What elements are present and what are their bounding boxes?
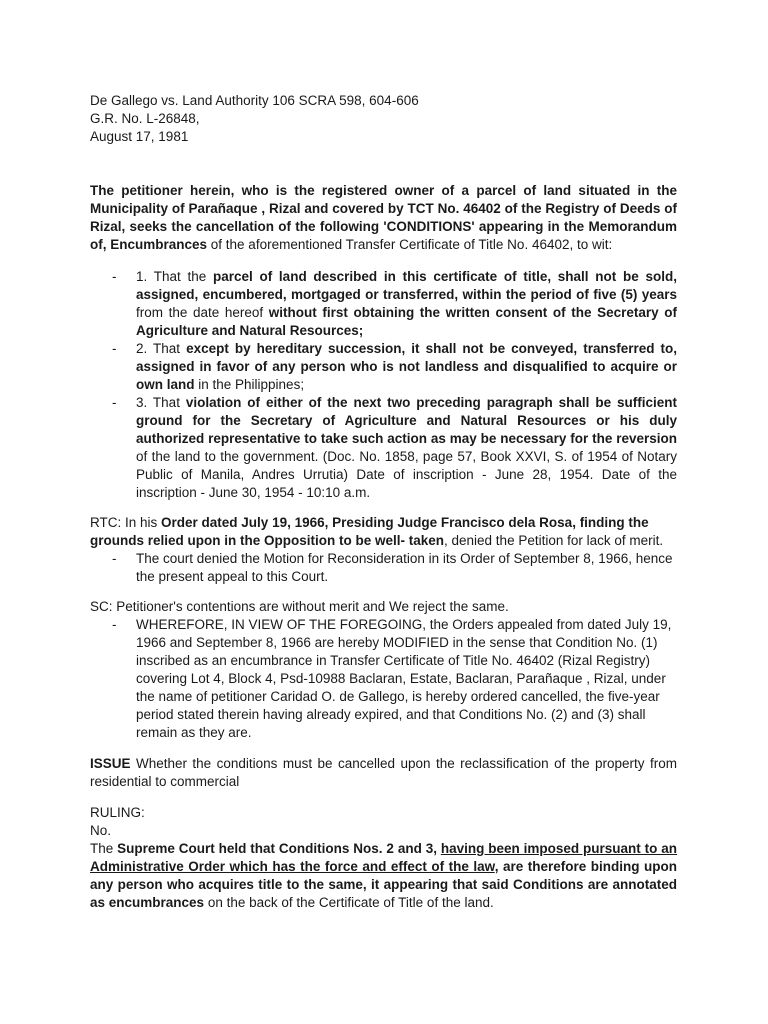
list-dash: - — [112, 395, 117, 410]
ruling-paragraph — [90, 840, 677, 912]
sc-bullet — [90, 616, 677, 742]
condition-3-bold: violation of either of the next two preceding paragraph shall be sufficient ground for the Secretary of Agriculture and Natural Resources or his duly authorized representative to take such action as may be necessary for the reversion — [136, 395, 678, 446]
condition-2-text: in the Philippines; — [194, 377, 305, 392]
rtc-intro: RTC: In his — [90, 515, 162, 530]
ruling-label: RULING: — [90, 805, 145, 820]
rtc-list — [90, 550, 677, 586]
ruling-intro: The — [90, 841, 118, 856]
list-dash: - — [112, 269, 117, 284]
condition-1-intro: 1. That the — [136, 269, 213, 284]
conditions-list — [90, 268, 677, 502]
case-date: August 17, 1981 — [90, 129, 189, 144]
rtc-paragraph — [90, 514, 677, 550]
condition-3-text: of the land to the government. (Doc. No. 1858, page 57, Book XXVI, S. of 1954 of Notary Public of Manila, Andres Urrutia) Date of inscription - June 28, 1954. Date of the inscription - June 30, 1954 - 10:10 a.m. — [136, 449, 677, 500]
ruling-answer: No. — [90, 823, 112, 838]
condition-1-text: from the date hereof — [136, 305, 269, 320]
ruling-rest: on the back of the Certificate of Title of the land. — [204, 895, 494, 910]
issue-paragraph — [90, 755, 677, 791]
ruling-bold: Supreme Court held that Conditions Nos. 2 and 3, — [117, 841, 441, 856]
sc-list — [90, 616, 677, 742]
rtc-bold: Order dated July 19, 1966, Presiding Judge Francisco dela Rosa, finding the grounds relied upon in the Opposition to be well- taken — [90, 515, 649, 548]
condition-1-bold: parcel of land described in this certificate of title, shall not be sold, assigned, encumbered, mortgaged or transferred, within the period of five (5) years — [136, 269, 677, 302]
condition-1 — [90, 268, 677, 340]
condition-3 — [90, 394, 677, 502]
ruling-underlined: having been imposed pursuant to an Administrative Order which has the force and effect of the law — [90, 841, 678, 874]
rtc-bullet — [90, 550, 677, 586]
facts-bold: The petitioner herein, who is the registered owner of a parcel of land situated in the Municipality of Parañaque , Rizal and covered by TCT No. 46402 of the Registry of Deeds of Rizal, seeks the cancellation of the following 'CONDITIONS' appearing in the Memorandum of, Encumbrances — [90, 183, 677, 252]
issue-label: ISSUE — [90, 756, 131, 771]
condition-3-intro: 3. That — [136, 395, 186, 410]
ruling-bold-2: , are therefore binding upon any person who acquires title to the same, it appearing that said Conditions are annotated as encumbrances — [90, 859, 677, 910]
condition-1-bold-end: without first obtaining the written consent of the Secretary of Agriculture and Natural Resources; — [136, 305, 677, 338]
rtc-bullet-text: The court denied the Motion for Reconsideration in its Order of September 8, 1966, hence the present appeal to this Court. — [136, 551, 673, 584]
condition-2 — [90, 340, 677, 394]
list-dash: - — [112, 341, 117, 356]
list-dash: - — [112, 551, 117, 566]
sc-paragraph: SC: Petitioner's contentions are without merit and We reject the same. — [90, 599, 509, 614]
sc-bullet-text: WHEREFORE, IN VIEW OF THE FOREGOING, the Orders appealed from dated July 19, 1966 and September 8, 1966 are hereby MODIFIED in the sense that Condition No. (1) inscribed as an encumbrance in Transfer Certificate of Title No. 46402 (Rizal Registry) covering Lot 4, Block 4, Psd-10988 Baclaran, Estate, Baclaran, Parañaque , Rizal, under the name of petitioner Caridad O. de Gallego, is hereby ordered cancelled, the five-year period stated therein having already expired, and that Conditions No. (2) and (3) shall remain as they are. — [136, 617, 672, 740]
gr-number: G.R. No. L-26848, — [90, 111, 200, 126]
rtc-rest: , denied the Petition for lack of merit. — [444, 533, 664, 548]
facts-rest: of the aforementioned Transfer Certificate of Title No. 46402, to wit: — [207, 237, 613, 252]
issue-text: Whether the conditions must be cancelled upon the reclassification of the property from residential to commercial — [90, 756, 677, 789]
document-page — [90, 92, 677, 912]
case-title: De Gallego vs. Land Authority 106 SCRA 598, 604-606 — [90, 93, 419, 108]
list-dash: - — [112, 617, 117, 632]
condition-2-bold: except by hereditary succession, it shall not be conveyed, transferred to, assigned in favor of any person who is not landless and disqualified to acquire or own land — [136, 341, 678, 392]
condition-2-intro: 2. That — [136, 341, 187, 356]
facts-paragraph — [90, 182, 677, 254]
